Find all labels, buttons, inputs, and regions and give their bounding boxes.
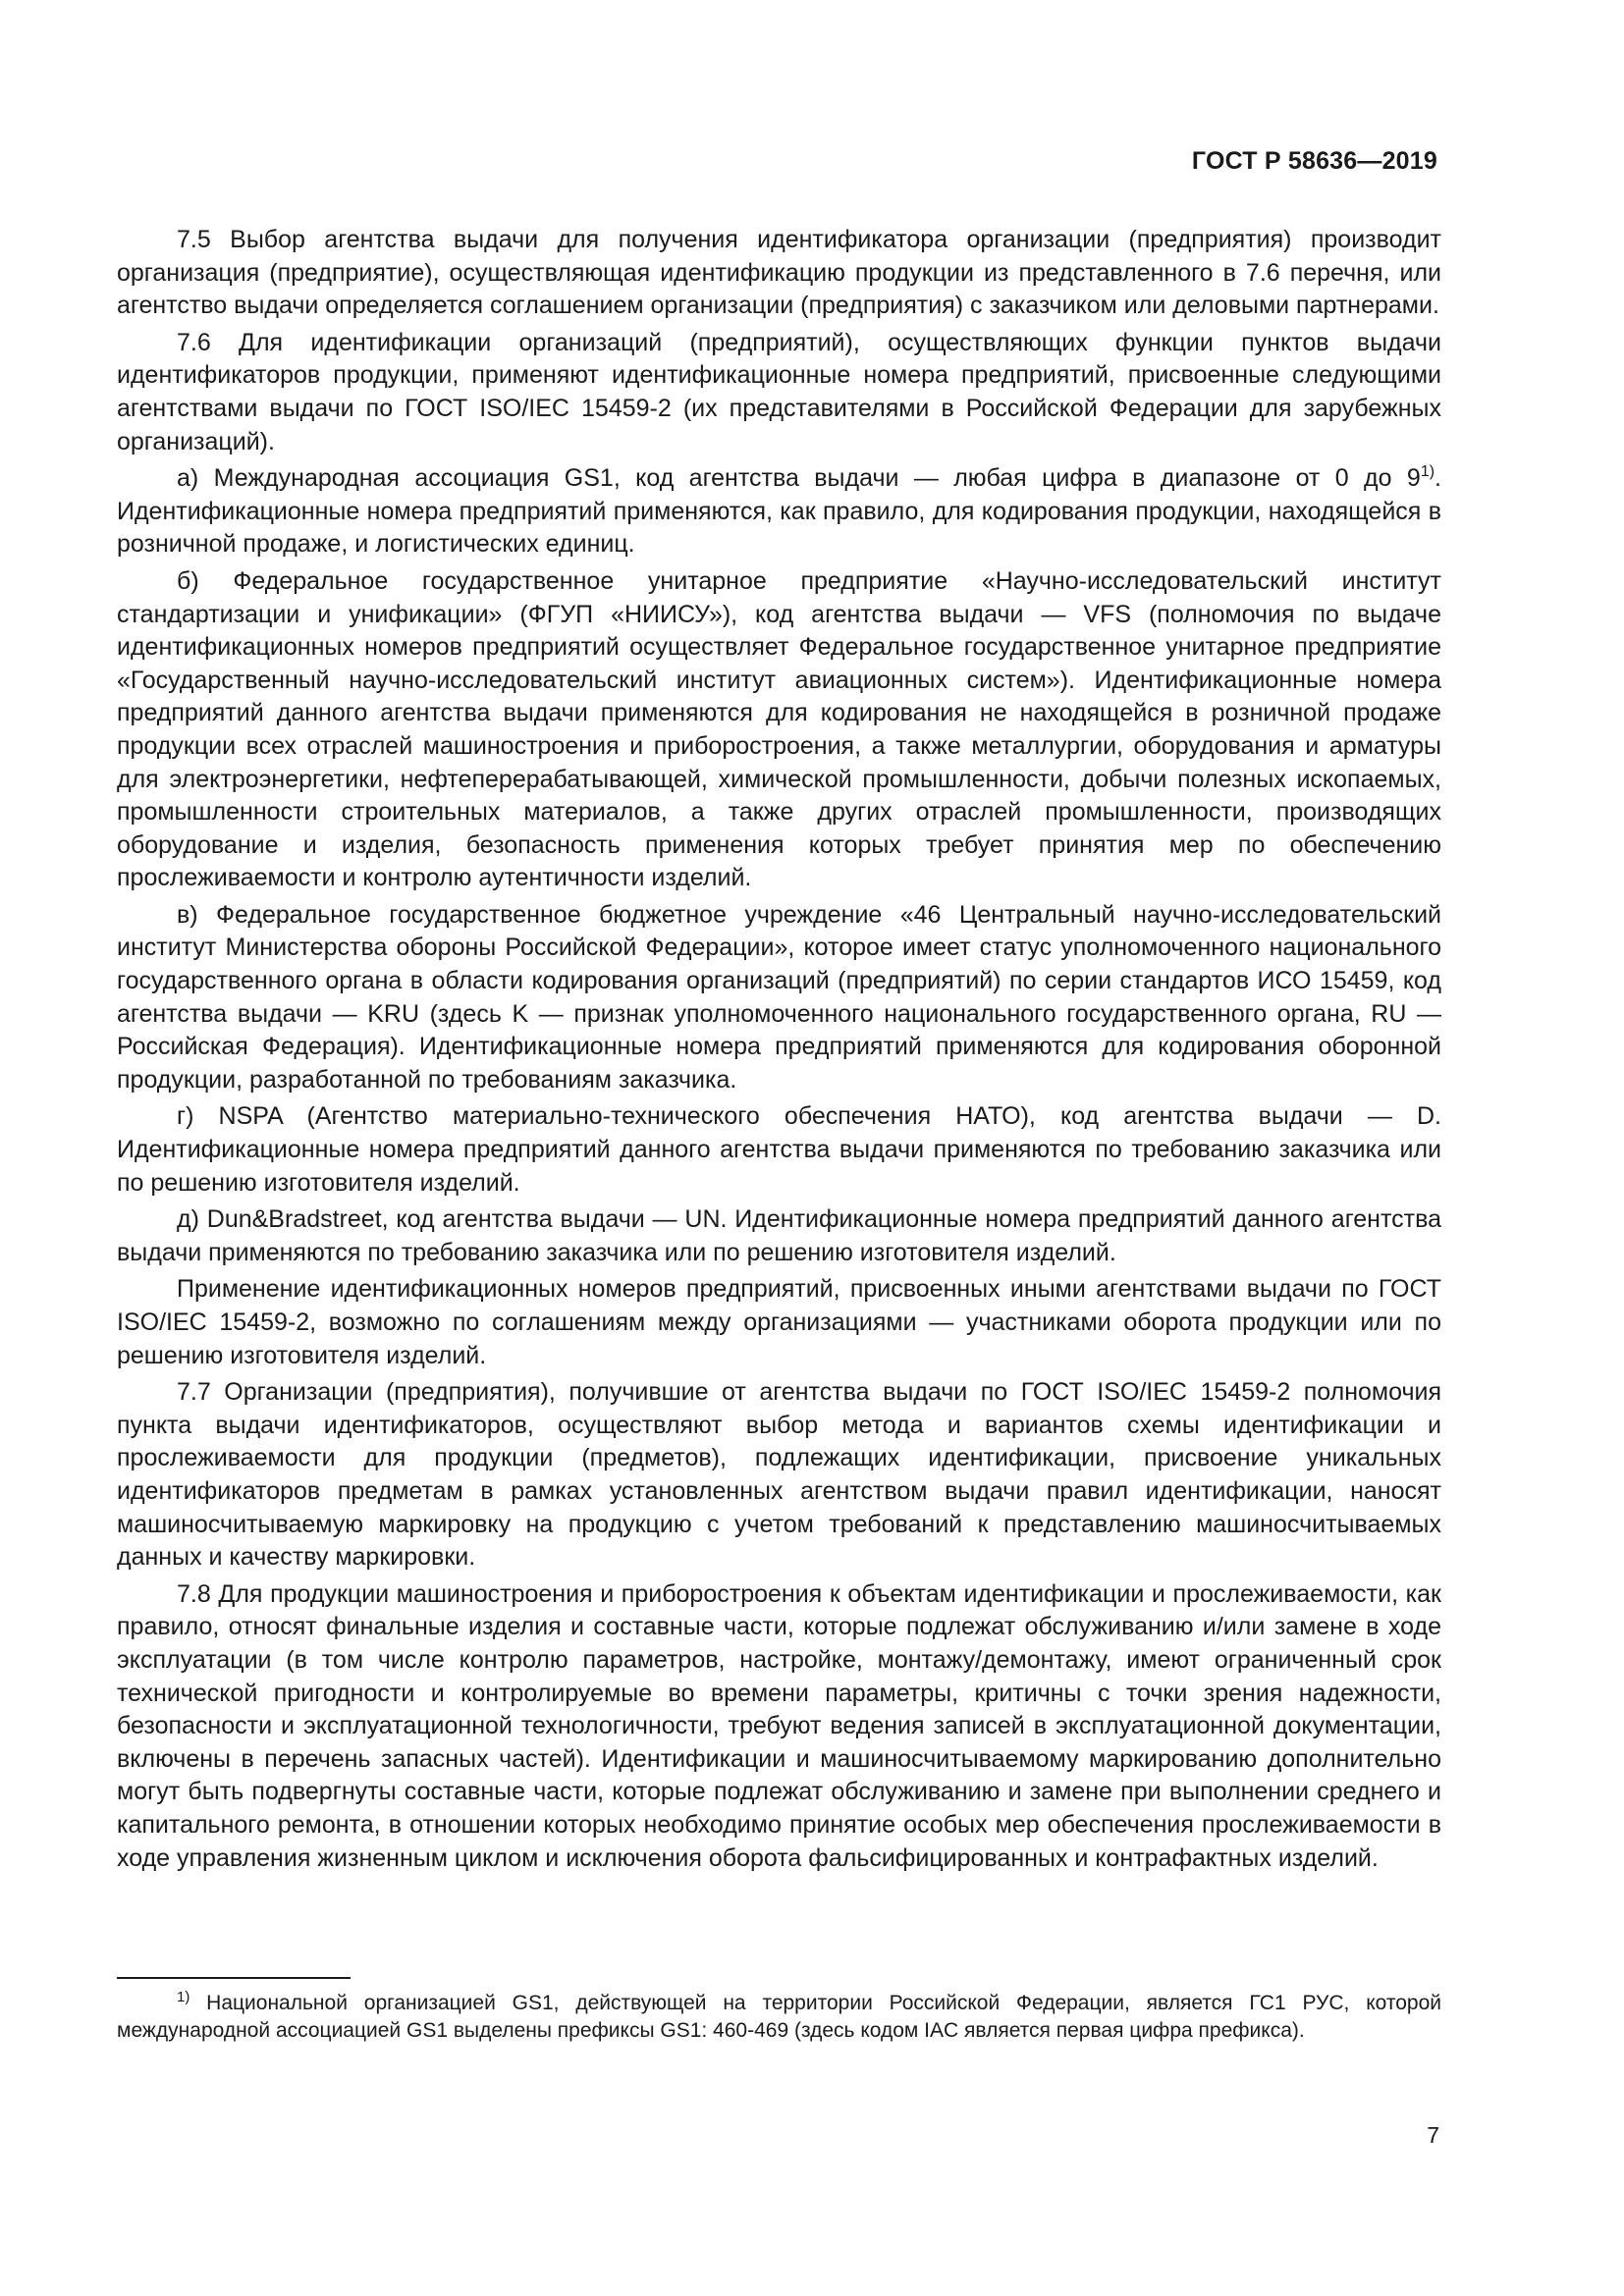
paragraph-7-6-a — [117, 462, 1441, 561]
footnote-marker: 1) — [177, 1989, 190, 2005]
paragraph-7-5: 7.5 Выбор агентства выдачи для получения идентификатора организации (предприятия) производит организация (предприятие), осуществляющая идентификацию продукции из представленного в 7.6 перечня, или агентство выдачи определяется соглашением организации (предприятия) с заказчиком или деловыми партнерами. — [117, 226, 1441, 320]
paragraph-7-6-d: д) Dun&Bradstreet, код агентства выдачи — UN. Идентификационные номера предприятий данного агентства выдачи применяются по требованию заказчика или по решению изготовителя изделий. — [117, 1205, 1441, 1266]
paragraph-7-6-a-text: а) Международная ассоциация GS1, код агентства выдачи — любая цифра в диапазоне от 0 до 9 — [177, 464, 1421, 493]
paragraph-7-7: 7.7 Организации (предприятия), получившие от агентства выдачи по ГОСТ ISO/IEC 15459-2 полномочия пункта выдачи идентификаторов, осуществляют выбор метода и вариантов схемы идентификации и прослеживаемости для продукции (предметов), подлежащих идентификации, присвоение уникальных идентификаторов предметам в рамках установленных агентством выдачи правил идентификации, наносят машиносчитываемую маркировку на продукцию с учетом требований к представлению машиносчитываемых данных и качеству маркировки. — [117, 1378, 1441, 1572]
document-body — [117, 224, 1441, 1879]
document-header: ГОСТ Р 58636—2019 — [1191, 147, 1437, 175]
footnote-divider — [117, 1977, 351, 1979]
footnote — [117, 1990, 1441, 2045]
footnote-reference: 1) — [1420, 463, 1435, 481]
paragraph-7-6-v: в) Федеральное государственное бюджетное учреждение «46 Центральный научно-исследовательский институт Министерства обороны Российской Федерации», которое имеет статус уполномоченного национального государственного органа в области кодирования организаций (предприятий) по серии стандартов ИСО 15459, код агентства выдачи — KRU (здесь K — признак уполномоченного национального государственного органа, RU — Российская Федерация). Идентификационные номера предприятий применяются для кодирования оборонной продукции, разработанной по требованиям заказчика. — [117, 900, 1441, 1094]
footnote-text: Национальной организацией GS1, действующей на территории Российской Федерации, является ГС1 РУС, которой международной ассоциацией GS1 выделены префиксы GS1: 460-469 (здесь кодом IAC является первая цифра префикса). — [117, 1992, 1441, 2042]
paragraph-7-6-g: г) NSPA (Агентство материально-технического обеспечения НАТО), код агентства выдачи — D. Идентификационные номера предприятий данного агентства выдачи применяются по требованию заказчика или по решению изготовителя изделий. — [117, 1102, 1441, 1197]
paragraph-7-8: 7.8 Для продукции машиностроения и приборостроения к объектам идентификации и прослеживаемости, как правило, относят финальные изделия и составные части, которые подлежат обслуживанию и/или замене в ходе эксплуатации (в том числе контролю параметров, настройке, монтажу/демонтажу, имеют ограниченный срок технической пригодности и контролируемые во времени параметры, критичны с точки зрения надежности, безопасности и эксплуатационной технологичности, требуют ведения записей в эксплуатационной документации, включены в перечень запасных частей). Идентификации и машиносчитываемому маркированию дополнительно могут быть подвергнуты составные части, которые подлежат обслуживанию и замене при выполнении среднего и капитального ремонта, в отношении которых необходимо принятие особых мер обеспечения прослеживаемости в ходе управления жизненным циклом и исключения оборота фальсифицированных и контрафактных изделий. — [117, 1579, 1441, 1872]
page-number: 7 — [1427, 2122, 1439, 2148]
paragraph-7-6-a-text-cont: . Идентификационные номера предприятий применяются, как правило, для кодирования продукции, находящейся в розничной продаже, и логистических единиц. — [117, 464, 1441, 559]
paragraph-7-6-other: Применение идентификационных номеров предприятий, присвоенных иными агентствами выдачи по ГОСТ ISO/IEC 15459-2, возможно по соглашениям между организациями — участниками оборота продукции или по решению изготовителя изделий. — [117, 1275, 1441, 1369]
paragraph-7-6-b: б) Федеральное государственное унитарное предприятие «Научно-исследовательский институт стандартизации и унификации» (ФГУП «НИИСУ»), код агентства выдачи — VFS (полномочия по выдаче идентификационных номеров предприятий осуществляет Федеральное государственное унитарное предприятие «Государственный научно-исследовательский институт авиационных систем»). Идентификационные номера предприятий данного агентства выдачи применяются для кодирования не находящейся в розничной продаже продукции всех отраслей машиностроения и приборостроения, а также металлургии, оборудования и арматуры для электроэнергетики, нефтеперерабатывающей, химической промышленности, добычи полезных ископаемых, промышленности строительных материалов, а также других отраслей промышленности, производящих оборудование и изделия, безопасность применения которых требует принятия мер по обеспечению прослеживаемости и контролю аутентичности изделий. — [117, 566, 1441, 892]
paragraph-7-6: 7.6 Для идентификации организаций (предприятий), осуществляющих функции пунктов выдачи идентификаторов продукции, применяют идентификационные номера предприятий, присвоенные следующими агентствами выдачи по ГОСТ ISO/IEC 15459-2 (их представителями в Российской Федерации для зарубежных организаций). — [117, 328, 1441, 455]
